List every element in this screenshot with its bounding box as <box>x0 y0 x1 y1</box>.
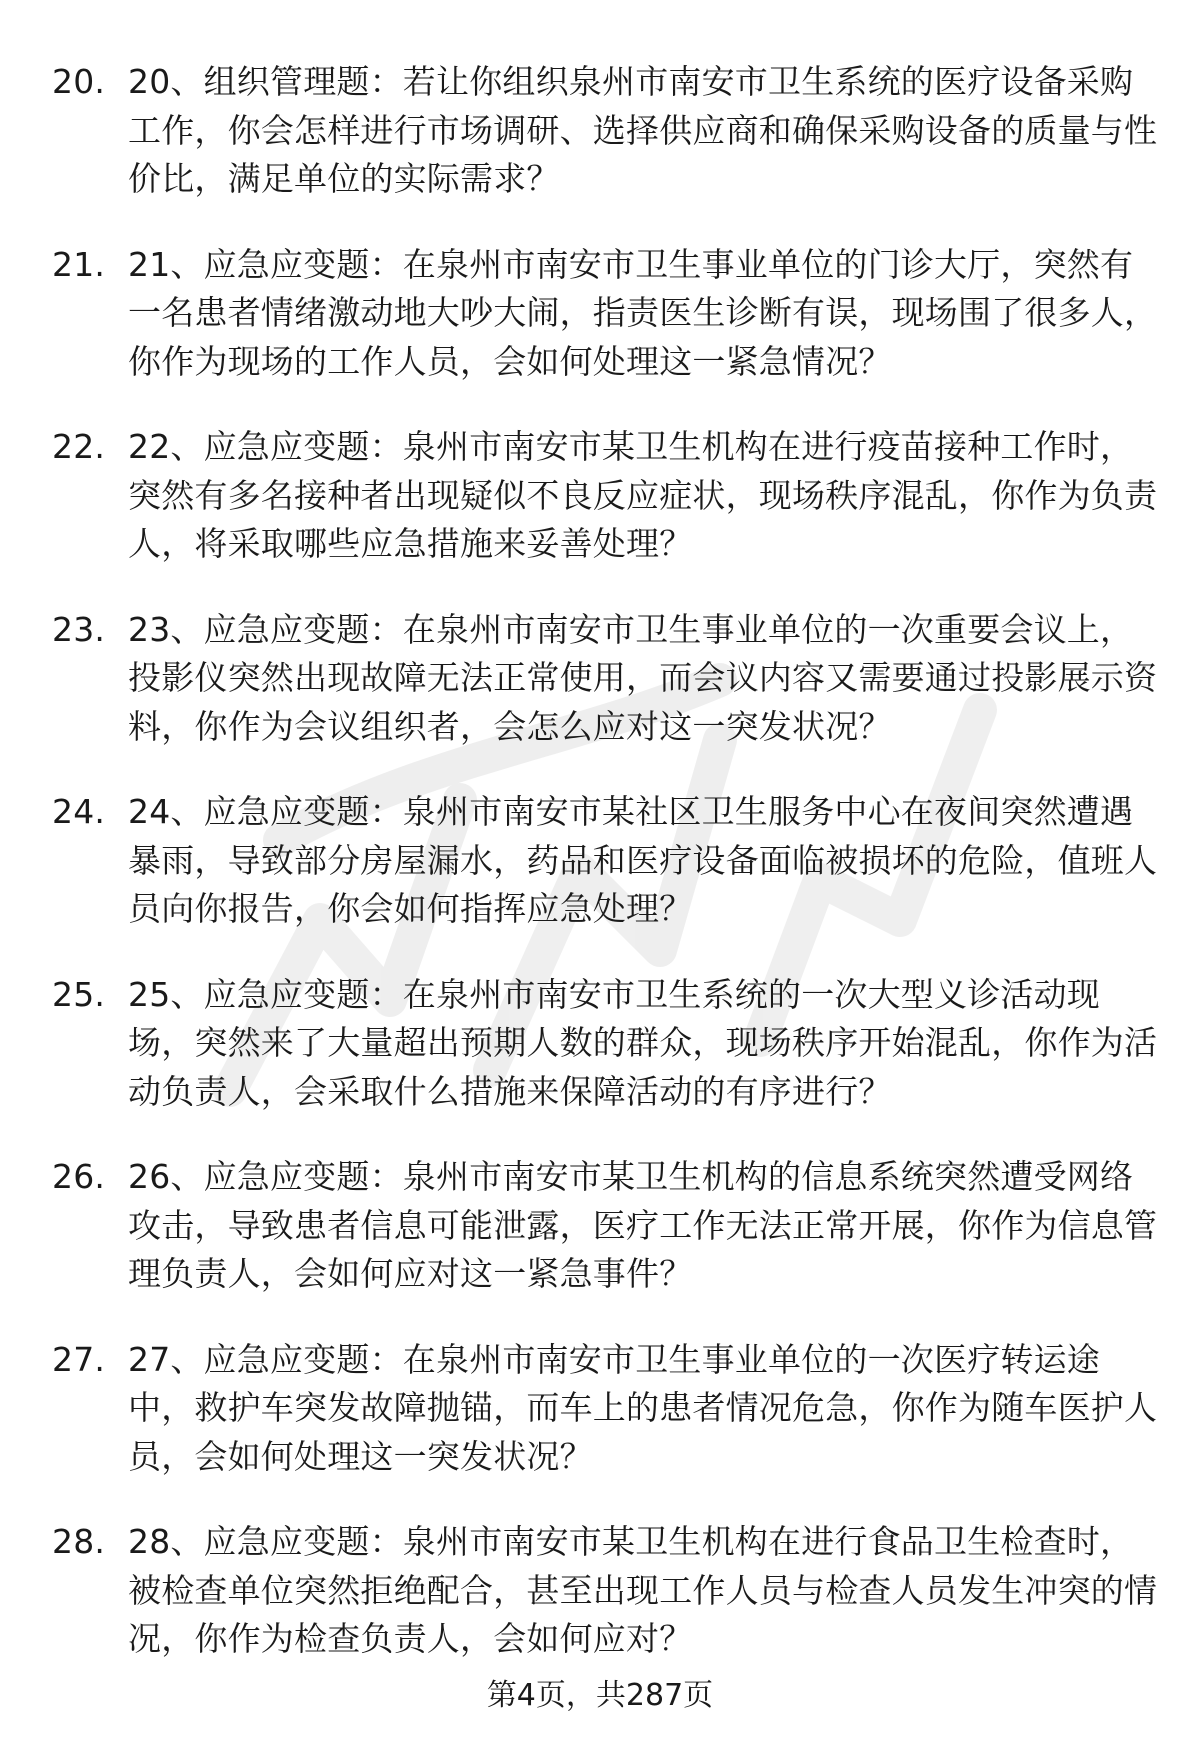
question-item <box>52 971 1162 1117</box>
question-text: 21、应急应变题：在泉州市南安市卫生事业单位的门诊大厅，突然有一名患者情绪激动地大吵大闹，指责医生诊断有误，现场围了很多人，你作为现场的工作人员，会如何处理这一紧急情况？ <box>128 244 1158 381</box>
page-footer <box>0 1676 1200 1716</box>
question-number: 23. <box>52 609 106 649</box>
question-number: 20. <box>52 62 106 101</box>
question-number: 26. <box>52 1157 106 1196</box>
question-number: 24. <box>52 792 106 831</box>
question-text: 22、应急应变题：泉州市南安市某卫生机构在进行疫苗接种工作时，突然有多名接种者出现疑似不良反应症状，现场秩序混乱，你作为负责人，将采取哪些应急措施来妥善处理？ <box>128 427 1158 563</box>
question-item <box>52 423 1162 569</box>
question-item <box>52 788 1162 934</box>
question-item <box>52 1336 1162 1482</box>
question-number: 22. <box>52 427 106 466</box>
question-number: 27. <box>52 1339 106 1379</box>
question-list <box>52 58 1162 1701</box>
question-number: 28. <box>52 1522 106 1561</box>
question-item <box>52 1153 1162 1299</box>
question-item <box>52 58 1162 204</box>
page-number-label: 第4页，共287页 <box>486 1678 714 1713</box>
question-text: 20、组织管理题：若让你组织泉州市南安市卫生系统的医疗设备采购工作，你会怎样进行市场调研、选择供应商和确保采购设备的质量与性价比，满足单位的实际需求？ <box>128 62 1158 198</box>
question-text: 23、应急应变题：在泉州市南安市卫生事业单位的一次重要会议上，投影仪突然出现故障无法正常使用，而会议内容又需要通过投影展示资料，你作为会议组织者，会怎么应对这一突发状况？ <box>128 609 1158 746</box>
question-number: 21. <box>52 244 106 284</box>
question-item <box>52 241 1162 387</box>
question-text: 28、应急应变题：泉州市南安市某卫生机构在进行食品卫生检查时，被检查单位突然拒绝配合，甚至出现工作人员与检查人员发生冲突的情况，你作为检查负责人，会如何应对？ <box>128 1522 1158 1658</box>
question-text: 26、应急应变题：泉州市南安市某卫生机构的信息系统突然遭受网络攻击，导致患者信息可能泄露，医疗工作无法正常开展，你作为信息管理负责人，会如何应对这一紧急事件？ <box>128 1157 1158 1293</box>
question-text: 24、应急应变题：泉州市南安市某社区卫生服务中心在夜间突然遭遇暴雨，导致部分房屋漏水，药品和医疗设备面临被损坏的危险，值班人员向你报告，你会如何指挥应急处理？ <box>128 792 1158 928</box>
question-item <box>52 606 1162 752</box>
question-text: 27、应急应变题：在泉州市南安市卫生事业单位的一次医疗转运途中，救护车突发故障抛锚，而车上的患者情况危急，你作为随车医护人员，会如何处理这一突发状况？ <box>128 1339 1158 1476</box>
question-number: 25. <box>52 974 106 1014</box>
question-text: 25、应急应变题：在泉州市南安市卫生系统的一次大型义诊活动现场，突然来了大量超出预期人数的群众，现场秩序开始混乱，你作为活动负责人，会采取什么措施来保障活动的有序进行？ <box>128 974 1158 1111</box>
question-item <box>52 1518 1162 1664</box>
